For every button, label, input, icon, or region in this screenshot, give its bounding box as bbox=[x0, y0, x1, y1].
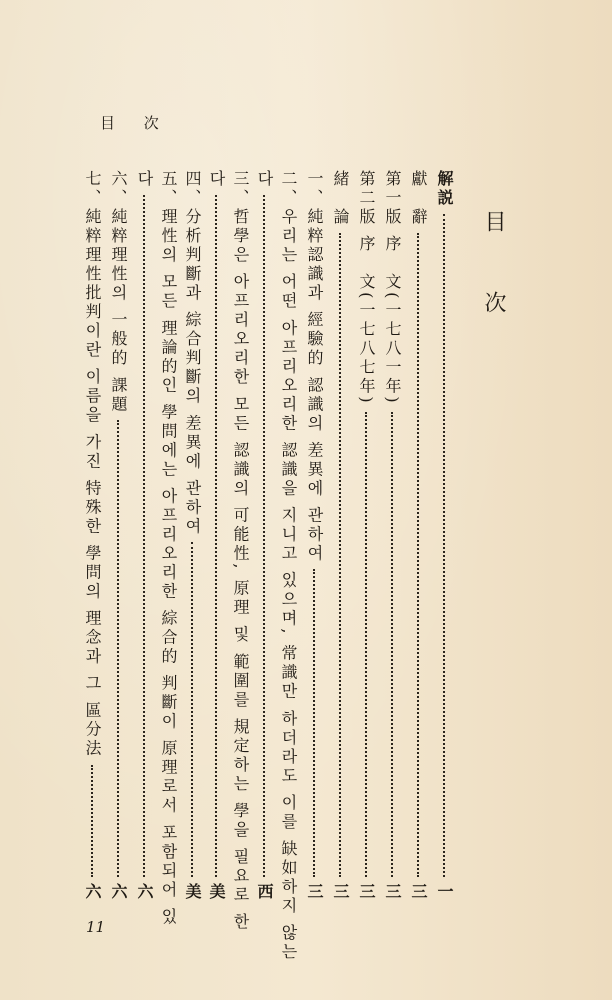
leader-dots bbox=[184, 542, 193, 877]
toc-entry-page: 三 bbox=[357, 883, 376, 900]
leader-dots bbox=[332, 233, 341, 877]
toc-entry-text: 다 bbox=[207, 170, 226, 189]
leader-dots bbox=[136, 195, 145, 877]
toc-entry-text: 六、純粹理性의 一般的 課題 bbox=[109, 170, 128, 415]
toc-entry-section-1[interactable] bbox=[306, 170, 322, 900]
toc-entry-text: 解説 bbox=[435, 170, 454, 208]
toc-entry-page: 六 bbox=[83, 883, 102, 900]
toc-entry-text: 一、純粹認識과 經驗的 認識의 差異에 관하여 bbox=[305, 170, 324, 564]
leader-dots bbox=[384, 412, 393, 877]
leader-dots bbox=[208, 195, 217, 877]
toc-entry-section-2[interactable] bbox=[279, 170, 298, 962]
toc-entry-page: 美 bbox=[207, 883, 226, 900]
toc-entry-section-5[interactable] bbox=[159, 170, 178, 927]
toc-entry-introduction[interactable] bbox=[332, 170, 348, 900]
toc-entry-page: 美 bbox=[183, 883, 202, 900]
toc-entry-text: 七、純粹理性批判이란 이름을 가진 特殊한 學問의 理念과 그 區分法 bbox=[83, 170, 102, 759]
toc-entry-page: 西 bbox=[255, 883, 274, 900]
toc-entry-text: 四、分析判斷과 綜合判斷의 差異에 관하여 bbox=[183, 170, 202, 537]
toc-entry-page: 三 bbox=[409, 883, 428, 900]
toc-entry-page: 六 bbox=[135, 883, 154, 900]
toc-entry-text: 獻 辭 bbox=[409, 170, 428, 227]
toc-entry-text: 緒 論 bbox=[331, 170, 350, 227]
page-number: 11 bbox=[86, 918, 106, 936]
toc-entry-section-7[interactable] bbox=[84, 170, 100, 900]
toc-entry-text: 第一版 序 文(一七八一年) bbox=[383, 170, 402, 406]
toc-entry-text: 다 bbox=[255, 170, 274, 189]
toc-entry-second-preface[interactable] bbox=[358, 170, 374, 900]
toc-entry-page: 三 bbox=[305, 883, 324, 900]
toc-entry-section-3[interactable] bbox=[231, 170, 250, 933]
toc-entry-page: 三 bbox=[383, 883, 402, 900]
toc-entry-first-preface[interactable] bbox=[384, 170, 400, 900]
leader-dots bbox=[436, 214, 445, 877]
toc-entry-section-3-cont[interactable] bbox=[208, 170, 224, 900]
leader-dots bbox=[306, 569, 315, 877]
toc-entry-text: 五、理性의 모든 理論的인 學問에는 아프리오리한 綜合的 判斷이 原理로서 포함되어 있 bbox=[159, 170, 178, 927]
leader-dots bbox=[256, 195, 265, 877]
toc-title: 目 次 bbox=[481, 210, 506, 339]
toc-entry-page: 一 bbox=[435, 883, 454, 900]
toc-entry-section-5-cont[interactable] bbox=[136, 170, 152, 900]
toc-entry-section-6[interactable] bbox=[110, 170, 126, 900]
toc-entry-text: 二、우리는 어떤 아프리오리한 認識을 지니고 있으며, 常識만 하더라도 이를 缺如하지 않는 bbox=[279, 170, 298, 962]
toc-entry-intro[interactable] bbox=[436, 170, 452, 900]
toc-entry-section-2-cont[interactable] bbox=[256, 170, 272, 900]
leader-dots bbox=[84, 765, 93, 877]
running-head: 目 次 bbox=[100, 114, 171, 132]
leader-dots bbox=[110, 420, 119, 877]
toc-entry-page: 六 bbox=[109, 883, 128, 900]
toc-entry-page: 三 bbox=[331, 883, 350, 900]
toc-entry-dedication[interactable] bbox=[410, 170, 426, 900]
leader-dots bbox=[358, 412, 367, 877]
toc-entry-text: 다 bbox=[135, 170, 154, 189]
leader-dots bbox=[410, 233, 419, 877]
toc-entry-section-4[interactable] bbox=[184, 170, 200, 900]
toc-entry-text: 三、哲學은 아프리오리한 모든 認識의 可能性, 原理 및 範圍를 規定하는 學을 필요로 한 bbox=[231, 170, 250, 933]
toc-entry-text: 第二版 序 文(一七八七年) bbox=[357, 170, 376, 406]
